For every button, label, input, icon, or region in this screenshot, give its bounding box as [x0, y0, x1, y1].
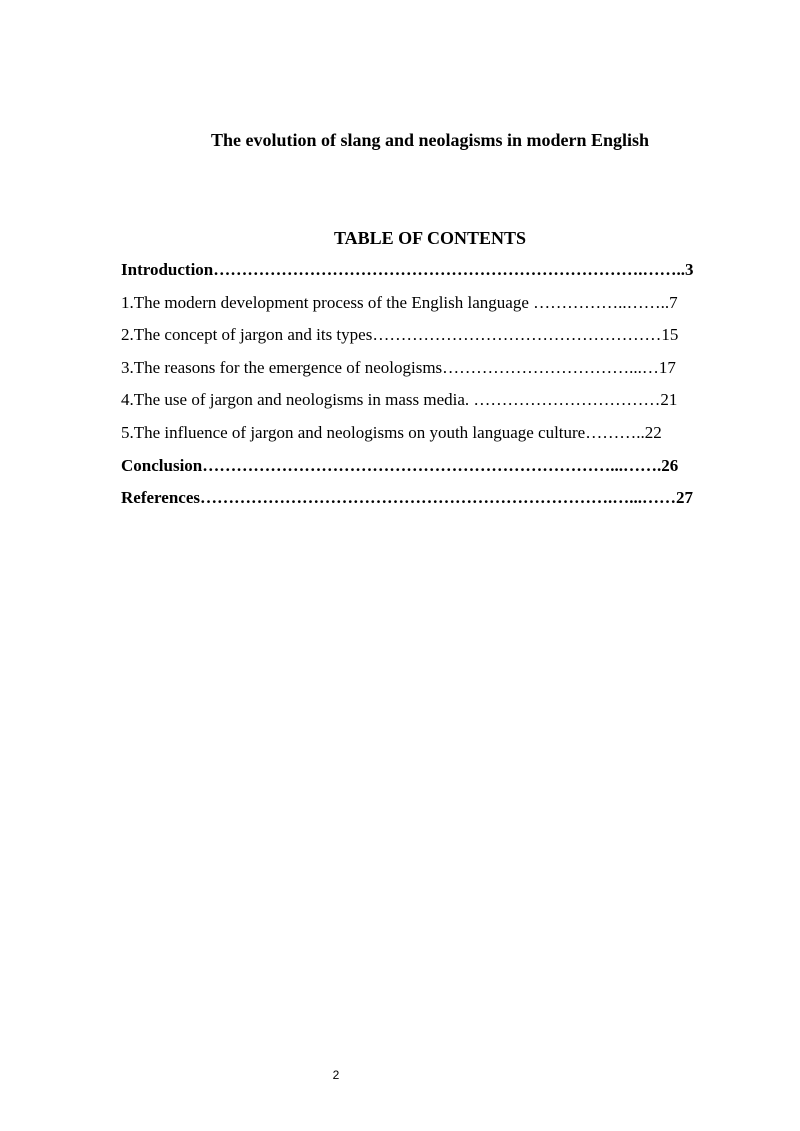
document-title: The evolution of slang and neolagisms in modern English — [210, 130, 650, 150]
toc-entry-chapter-4: 4.The use of jargon and neologisms in mass media. ……………………………21 — [121, 390, 678, 410]
toc-entry-conclusion: Conclusion………………………………………………………………...…….26 — [121, 455, 679, 475]
page-number: 2 — [332, 1068, 340, 1082]
toc-heading: TABLE OF CONTENTS — [333, 228, 527, 248]
toc-entry-chapter-5: 5.The influence of jargon and neologisms on youth language culture………..22 — [121, 422, 662, 442]
table-of-contents — [121, 258, 741, 519]
toc-entry-chapter-3: 3.The reasons for the emergence of neologisms……………………………...…17 — [121, 357, 676, 377]
toc-entry-chapter-1: 1.The modern development process of the English language ……………..……..7 — [121, 292, 678, 312]
toc-entry-introduction: Introduction………………………………………………………………….……..3 — [121, 260, 694, 279]
toc-entry-chapter-2: 2.The concept of jargon and its types……………………………………………15 — [121, 325, 679, 345]
toc-entry-references: References……………………………………………………………….…...……27 — [121, 488, 693, 508]
